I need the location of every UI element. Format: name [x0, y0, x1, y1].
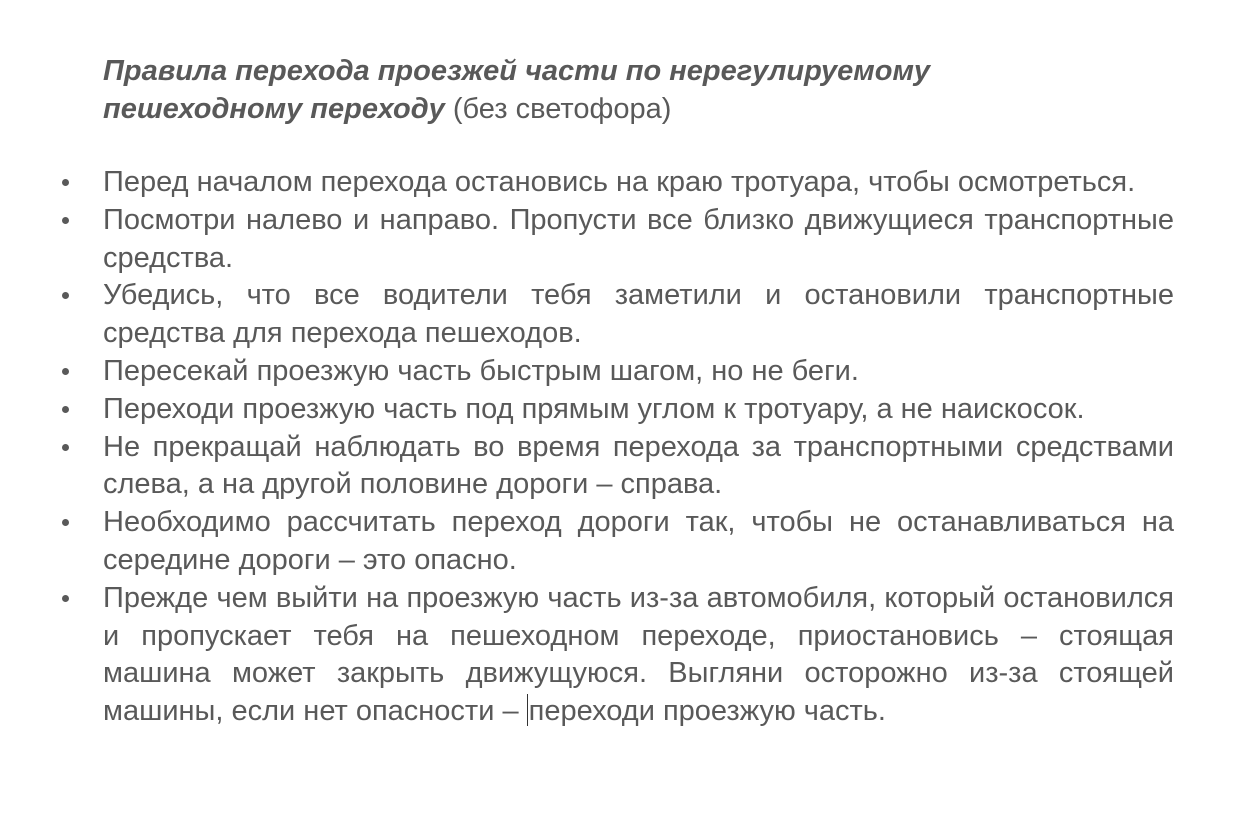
list-item: [0, 164, 1174, 202]
bullet-icon: [62, 368, 69, 375]
list-item-text: Не прекращай наблюдать во время перехода за транспортными средствами слева, а на другой половине дороги – справа.: [103, 430, 1174, 501]
heading-normal: (без светофора): [444, 93, 672, 125]
last-rule-text-after-cursor: переходи проезжую часть.: [528, 695, 886, 728]
list-item-text: Убедись, что все водители тебя заметили и остановили транспортные средства для перехода пешеходов.: [103, 279, 1174, 350]
list-item-text: Посмотри налево и направо. Пропусти все близко движущиеся транспортные средства.: [103, 203, 1174, 274]
document-heading: [103, 52, 1103, 128]
text-cursor: [527, 694, 528, 726]
list-item: [0, 580, 1174, 731]
heading-bold-italic: Правила перехода проезжей части по нерегулируемому пешеходному переходу: [103, 55, 931, 125]
last-rule-text-before-cursor: Прежде чем выйти на проезжую часть из-за автомобиля, который остановился и пропускает тебя на пешеходном переходе, приостановись – стоящая машина может закрыть движущуюся. Выгляни осторожно из-за стоящей машины, если нет опасности –: [103, 581, 1174, 728]
bullet-icon: [62, 406, 69, 413]
list-item: [0, 277, 1174, 353]
list-item-text: Перед началом перехода остановись на краю тротуара, чтобы осмотреться.: [103, 166, 1136, 198]
list-item: [0, 353, 1174, 391]
list-item-text: Пересекай проезжую часть быстрым шагом, но не беги.: [103, 354, 859, 387]
list-item: [0, 504, 1174, 580]
bullet-icon: [62, 292, 69, 299]
bullet-icon: [62, 595, 69, 602]
rules-list: [0, 164, 1243, 731]
bullet-icon: [62, 179, 69, 186]
list-item-text: Необходимо рассчитать переход дороги так, чтобы не останавливаться на середине дороги – это опасно.: [103, 506, 1174, 576]
list-item: [0, 391, 1174, 429]
list-item: [0, 202, 1174, 278]
list-item-text: [103, 580, 1174, 731]
bullet-icon: [62, 217, 69, 224]
bullet-icon: [62, 444, 69, 451]
list-item: [0, 429, 1174, 505]
bullet-icon: [62, 519, 69, 526]
list-item-text: Переходи проезжую часть под прямым углом к тротуару, а не наискосок.: [103, 392, 1085, 425]
